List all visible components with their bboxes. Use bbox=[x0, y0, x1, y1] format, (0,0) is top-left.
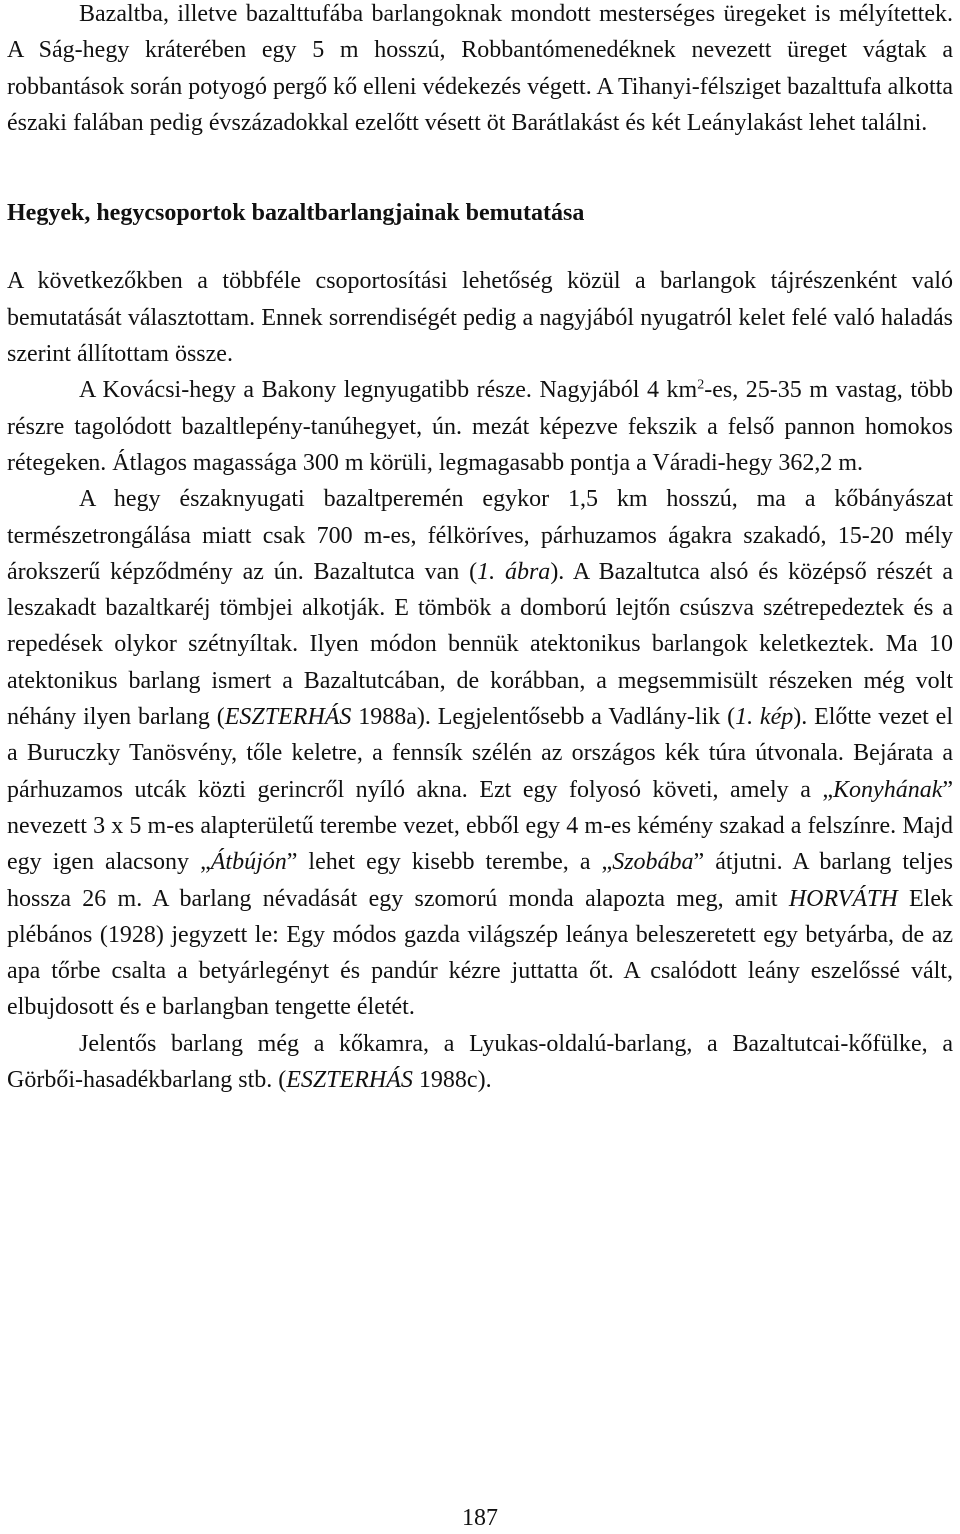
superscript: 2 bbox=[697, 377, 705, 393]
text-run: -es, 25-35 m vastag, több részre tagolódott bazaltlepény-tanúhegyet, ún. mezát képezve fekszik a felső pannon homokos rétegeken. Átlagos magassága 300 m körüli, legmagasabb pontja a Váradi-hegy 362,2 m. bbox=[7, 377, 953, 476]
figure-reference: 1. ábra bbox=[477, 558, 551, 585]
author-citation: ESZTERHÁS bbox=[224, 704, 352, 731]
author-citation: ESZTERHÁS bbox=[286, 1067, 413, 1094]
cave-part-name: Átbújón bbox=[210, 849, 287, 876]
paragraph-kovacsi-hegy bbox=[7, 372, 953, 481]
image-reference: 1. kép bbox=[735, 704, 794, 731]
text-run: ). A Bazaltutca alsó és középső részét a leszakadt bazaltkaréj tömbjei alkotják. E tömbök a domború lejtőn csúszva szétrepedeztek és a repedések olykor szétnyíltak. Ilyen módon bennük atektonikus barlangok keletkeztek. Ma 10 atektonikus barlang ismert a Bazaltutcában, de korábban, a megsemmisült részeken még volt néhány ilyen barlang ( bbox=[7, 558, 953, 731]
text-run: Elek plébános (1928) jegyzett le: Egy módos gazda világszép leánya beleszeretett egy betyárba, de az apa tőrbe csalta a betyárlegényt és pandúr kézre juttatta őt. A csalódott leány eszelőssé vált, elbujdosott és e barlangban tengette életét. bbox=[7, 885, 953, 1021]
author-citation: HORVÁTH bbox=[788, 885, 898, 912]
cave-part-name: Konyhának bbox=[833, 776, 943, 803]
text-run: ). Előtte vezet el a Buruczky Tanösvény, tőle keletre, a fennsík szélén az országos kék túra útvonala. Bejárata a párhuzamos utcák közti gerincről nyíló akna. Ezt egy folyosó követi, amely a „ bbox=[7, 704, 954, 803]
text-run: 1988c). bbox=[412, 1067, 492, 1094]
page-body bbox=[7, 0, 953, 1098]
text-run: Jelentős barlang még a kőkamra, a Lyukas-oldalú-barlang, a Bazaltutcai-kőfülke, a Görbői-hasadékbarlang stb. ( bbox=[7, 1030, 953, 1094]
paragraph-intro: A következőkben a többféle csoportosítási lehetőség közül a barlangok tájrészenként való bemutatását választottam. Ennek sorrendiségét pedig a nagyjából nyugatról kelet felé való haladás szerint állítottam össze. bbox=[7, 268, 953, 368]
page-number: 187 bbox=[462, 1505, 498, 1531]
text-run: A Kovácsi-hegy a Bakony legnyugatibb része. Nagyjából 4 km bbox=[79, 377, 698, 404]
paragraph-jelentos-barlang bbox=[7, 1026, 953, 1099]
text-run: ” átjutni. A barlang teljes hossza 26 m. A barlang névadását egy szomorú monda alapozta meg, amit bbox=[7, 849, 953, 912]
text-run: 1988a). Legjelentősebb a Vadlány-lik ( bbox=[351, 704, 736, 731]
section-heading: Hegyek, hegycsoportok bazaltbarlangjainak bemutatása bbox=[7, 200, 585, 227]
intro-paragraph: Bazaltba, illetve bazalttufába barlangoknak mondott mesterséges üregeket is mélyítettek. A Ság-hegy kráterében egy 5 m hosszú, Robbantómenedéknek nevezett üreget vágtak a robbantások során potyogó pergő kő elleni védekezés végett. A Tihanyi-félsziget bazalttufa alkotta északi falában pedig évszázadokkal ezelőtt vésett öt Barátlakást és két Leánylakást lehet találni. bbox=[7, 1, 953, 136]
paragraph-bazaltutca bbox=[7, 481, 953, 1025]
text-run: ” lehet egy kisebb terembe, a „ bbox=[286, 849, 613, 876]
cave-part-name: Szobába bbox=[612, 849, 694, 876]
text-run: A hegy északnyugati bazaltperemén egykor 1,5 km hosszú, ma a kőbányászat természetrongálása miatt csak 700 m-es, félköríves, párhuzamos ágakra szakadó, 15-20 mély árokszerű képződmény az ún. Bazaltutca van ( bbox=[7, 486, 953, 585]
text-run: ” nevezett 3 x 5 m-es alapterületű terembe vezet, ebből egy 4 m-es kémény szakad a felszínre. Majd egy igen alacsony „ bbox=[7, 776, 953, 876]
